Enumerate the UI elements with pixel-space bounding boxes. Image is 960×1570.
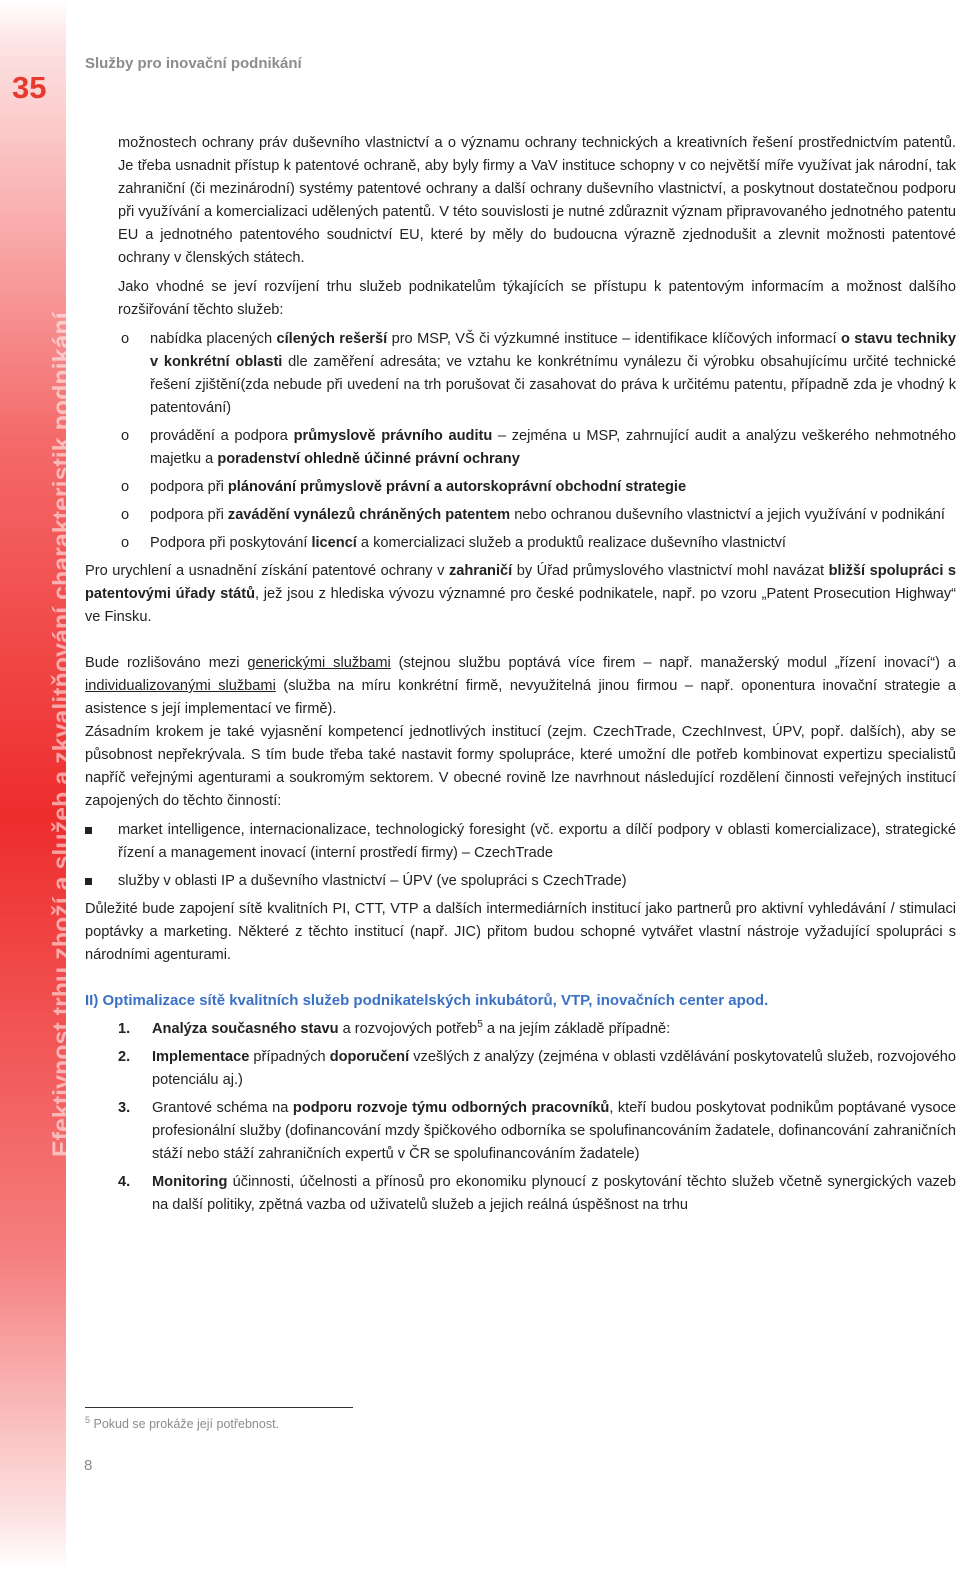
paragraph-patent-protection: možnostech ochrany práv duševního vlastnictví a o významu ochrany technických a kreativních řešení prostřednictvím patentů. Je třeba usnadnit přístup k patentové ochraně, aby byly firmy a VaV instituce schopny v co největší míře využívat jak národní, tak zahraniční (či mezinárodní) systémy patentové ochrany a další ochrany duševního vlastnictví, a poskytnout dostatečnou podporu při využívání a komercializaci udělených patentů. V této souvislosti je nutné zdůraznit význam připravovaného jednotného patentu EU a jednotného patentového soudnictví EU, které by měly do budoucna výrazně zjednodušit a zlevnit možnosti patentové ochrany v členských státech. bbox=[118, 135, 957, 266]
paragraph-competences: Zásadním krokem je také vyjasnění kompetencí jednotlivých institucí (zejm. CzechTrade, CzechInvest, ÚPV, popř. dalších), aby se působnost nepřekrývala. S tím bude třeba také nastavit formy spolupráce, které umožní dle potřeb kombinovat expertizu specialistů napříč veřejnými agenturami a soukromým sektorem. V obecné rovině lze navrhnout následující rozdělení činnosti veřejných institucí zapojených do těchto činností: bbox=[85, 724, 956, 809]
section-heading: II) Optimalizace sítě kvalitních služeb podnikatelských inkubátorů, VTP, inovačních center apod. bbox=[85, 992, 769, 1009]
square-bullet-icon bbox=[85, 878, 92, 885]
paragraph-intermediaries: Důležité bude zapojení sítě kvalitních PI, CTT, VTP a dalších intermediárních institucí jako partnerů pro aktivní vyhledávání / stimulaci poptávky a marketing. Některé z těchto institucí (např. JIC) přitom budou schopné vytvářet vlastní nástroje vyžadující spolupráci s národními agenturami. bbox=[85, 901, 956, 963]
running-header: Služby pro inovační podnikání bbox=[85, 55, 302, 72]
list-item: 4. Monitoring účinnosti, účelnosti a přínosů pro ekonomiku plynoucí z poskytování těchto služeb včetně synergických vazeb na další politiky, zpětná vazba od uživatelů služeb a jejich reálná úspěšnost na trhu bbox=[118, 1174, 956, 1213]
paragraph-service-types: Bude rozlišováno mezi generickými službami (stejnou službu poptává více firem – např. manažerský modul „řízení inovací“) a individualizovanými službami (služba na míru konkrétní firmě, nevyužitelná jinou firmou – např. oponentura inovační strategie a asistence s její implementací ve firmě). bbox=[85, 655, 957, 717]
circle-bullet-icon: o bbox=[121, 479, 130, 495]
vertical-chapter-title: Efektivnost trhu zboží a služeb a zkvalitňování charakteristik podnikání bbox=[48, 312, 76, 1157]
main-content bbox=[85, 132, 956, 1222]
institution-list bbox=[85, 819, 956, 893]
circle-bullet-icon: o bbox=[121, 535, 130, 551]
list-item: služby v oblasti IP a duševního vlastnictví – ÚPV (ve spolupráci s CzechTrade) bbox=[85, 870, 956, 893]
list-item: o Podpora při poskytování licencí a komercializaci služeb a produktů realizace duševního vlastnictví bbox=[85, 532, 956, 555]
paragraph-foreign-patents: Pro urychlení a usnadnění získání patentové ochrany v zahraničí by Úřad průmyslového vlastnictví mohl navázat bližší spolupráci s patentovými úřady států, jež jsou z hlediska vývozu významné pro české podnikatele, např. po vzoru „Patent Prosecution Highway“ ve Finsku. bbox=[85, 563, 957, 625]
paragraph-service-market: Jako vhodné se jeví rozvíjení trhu služeb podnikatelům týkajících se přístupu k patentovým informacím a možnost dalšího rozšiřování těchto služeb: bbox=[118, 279, 956, 318]
list-item: o nabídka placených cílených rešerší pro MSP, VŠ či výzkumné instituce – identifikace klíčových informací o stavu techniky v konkrétní oblasti dle zaměření adresáta; ve vztahu ke konkrétnímu vynálezu či výrobku obsahujícímu určité technické řešení zjištění(zda nebude při uvedení na trh porušovat či zasahovat do práva k určitému patentu, případně zda je vhodný k patentování) bbox=[85, 328, 956, 420]
list-item: o provádění a podpora průmyslově právního auditu – zejména u MSP, zahrnující audit a analýzu veškerého nehmotného majetku a poradenství ohledně účinné právní ochrany bbox=[85, 425, 956, 471]
list-item: 3. Grantové schéma na podporu rozvoje týmu odborných pracovníků, kteří budou poskytovat podnikům poptávané vysoce profesionální služby (dofinancování mzdy špičkového odborníka se spolufinancováním žadatele, dofinancování zahraničních stáží nebo stáží zahraničních expertů v ČR se spolufinancováním žadatele) bbox=[118, 1100, 956, 1162]
list-item: 2. Implementace případných doporučení vzešlých z analýzy (zejména v oblasti vzdělávání poskytovatelů služeb, rozvojového potenciálu aj.) bbox=[118, 1049, 956, 1088]
sidebar-band bbox=[0, 0, 76, 1570]
list-item: 1. Analýza současného stavu a rozvojových potřeb$^5$ a na jejím základě případně: bbox=[118, 1019, 671, 1037]
numbered-list bbox=[85, 1018, 956, 1217]
service-list bbox=[85, 328, 956, 555]
page-number: 8 bbox=[84, 1457, 93, 1474]
footnote: $^5$ Pokud se prokáže její potřebnost. bbox=[85, 1414, 280, 1431]
list-item: o podpora při zavádění vynálezů chráněných patentem nebo ochranou duševního vlastnictví a jejich využívání v podnikání bbox=[85, 504, 956, 527]
footnote-reference[interactable]: 5 bbox=[477, 1019, 483, 1031]
list-item: o podpora při plánování průmyslově právní a autorskoprávní obchodní strategie bbox=[85, 476, 956, 499]
square-bullet-icon bbox=[85, 827, 92, 834]
footnote-divider bbox=[85, 1407, 353, 1408]
circle-bullet-icon: o bbox=[121, 428, 130, 444]
chapter-page-number: 35 bbox=[12, 70, 47, 105]
circle-bullet-icon: o bbox=[121, 507, 130, 523]
circle-bullet-icon: o bbox=[121, 331, 130, 347]
list-item: market intelligence, internacionalizace, technologický foresight (vč. exportu a dílčí podpory v oblasti komercializace), strategické řízení a management inovací (interní prostředí firmy) – CzechTrade bbox=[85, 819, 956, 865]
